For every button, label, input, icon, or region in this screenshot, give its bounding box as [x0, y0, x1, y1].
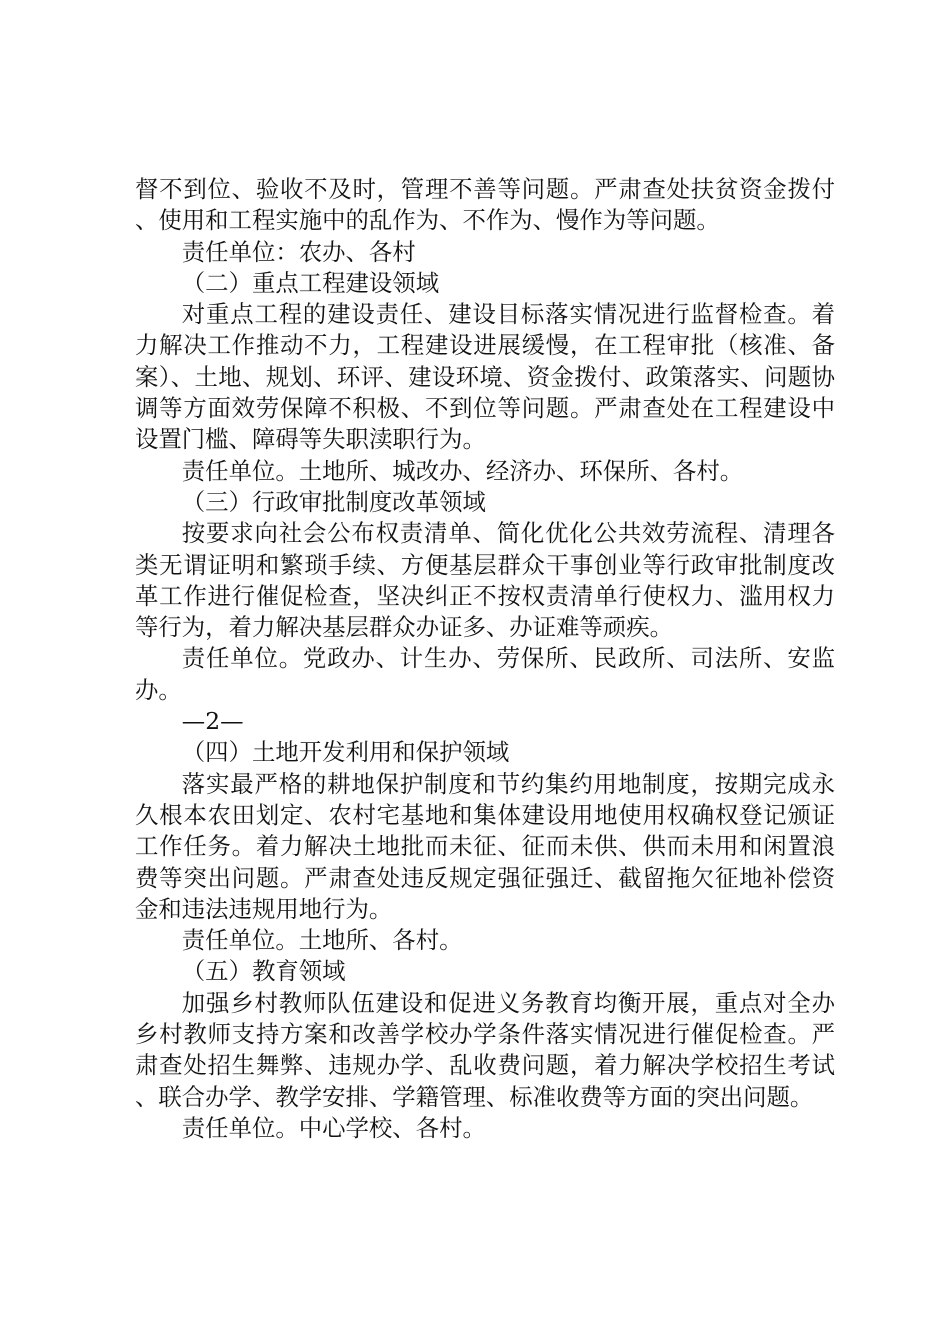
responsible-units-education: 责任单位。中心学校、各村。: [181, 1113, 486, 1142]
paragraph-continuation: 督不到位、验收不及时，管理不善等问题。严肃查处扶贫资金拨付、使用和工程实施中的乱作为、不作为、慢作为等问题。: [135, 175, 835, 235]
paragraph-admin-approval: 按要求向社会公布权责清单、简化优化公共效劳流程、清理各类无谓证明和繁琐手续、方便基层群众干事创业等行政审批制度改革工作进行催促检查，坚决纠正不按权责清单行使权力、滥用权力等行为，着力解决基层群众办证多、办证难等顽疾。: [135, 519, 835, 642]
paragraph-key-projects: 对重点工程的建设责任、建设目标落实情况进行监督检查。着力解决工作推动不力，工程建设进展缓慢，在工程审批（核准、备案）、土地、规划、环评、建设环境、资金拨付、政策落实、问题协调等方面效劳保障不积极、不到位等问题。严肃查处在工程建设中设置门槛、障碍等失职渎职行为。: [135, 300, 835, 454]
page-number: —2—: [181, 707, 244, 736]
section-heading-key-projects: （二）重点工程建设领域: [181, 268, 440, 297]
responsible-units-agriculture: 责任单位：农办、各村: [181, 237, 416, 266]
responsible-units-land: 责任单位。土地所、各村。: [181, 926, 463, 955]
section-heading-land: （四）土地开发利用和保护领域: [181, 738, 510, 767]
section-heading-education: （五）教育领域: [181, 957, 346, 986]
paragraph-land: 落实最严格的耕地保护制度和节约集约用地制度，按期完成永久根本农田划定、农村宅基地和集体建设用地使用权确权登记颁证工作任务。着力解决土地批而未征、征而未供、供而未用和闲置浪费等突出问题。严肃查处违反规定强征强迁、截留拖欠征地补偿资金和违法违规用地行为。: [135, 769, 835, 923]
section-heading-admin-approval: （三）行政审批制度改革领域: [181, 487, 486, 516]
responsible-units-admin-approval: 责任单位。党政办、计生办、劳保所、民政所、司法所、安监办。: [135, 644, 835, 704]
responsible-units-key-projects: 责任单位。土地所、城改办、经济办、环保所、各村。: [181, 456, 744, 485]
paragraph-education: 加强乡村教师队伍建设和促进义务教育均衡开展，重点对全办乡村教师支持方案和改善学校办学条件落实情况进行催促检查。严肃查处招生舞弊、违规办学、乱收费问题，着力解决学校招生考试、联合办学、教学安排、学籍管理、标准收费等方面的突出问题。: [135, 988, 835, 1111]
document-page: [135, 174, 835, 1144]
